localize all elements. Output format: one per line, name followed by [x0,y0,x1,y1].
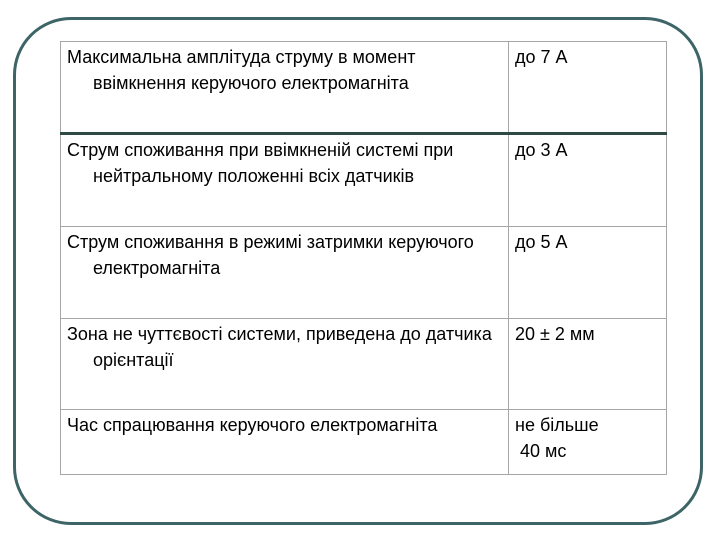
table-row [61,410,667,475]
table-row [61,227,667,319]
value-text: не більше 40 мс [515,415,599,461]
table-row [61,134,667,227]
value-text: до 3 А [515,140,568,160]
parameter-text: Струм споживання в режимі затримки керуючого електромагніта [67,232,474,278]
value-text: до 7 А [515,47,568,67]
value-cell [509,319,667,410]
value-text: 20 ± 2 мм [515,324,595,344]
parameter-text: Зона не чуттєвості системи, приведена до датчика орієнтації [67,324,492,370]
table-row [61,42,667,134]
parameter-cell [61,410,509,475]
value-cell [509,410,667,475]
parameter-text: Максимальна амплітуда струму в момент ввімкнення керуючого електромагніта [67,47,416,93]
parameter-cell [61,319,509,410]
parameter-text: Час спрацювання керуючого електромагніта [67,415,438,435]
value-cell [509,227,667,319]
value-cell [509,134,667,227]
table-row [61,319,667,410]
parameter-cell [61,42,509,134]
value-cell [509,42,667,134]
parameter-cell [61,134,509,227]
parameter-cell [61,227,509,319]
value-text: до 5 А [515,232,568,252]
specifications-table [60,41,667,475]
parameter-text: Струм споживання при ввімкненій системі при нейтральному положенні всіх датчиків [67,140,454,186]
